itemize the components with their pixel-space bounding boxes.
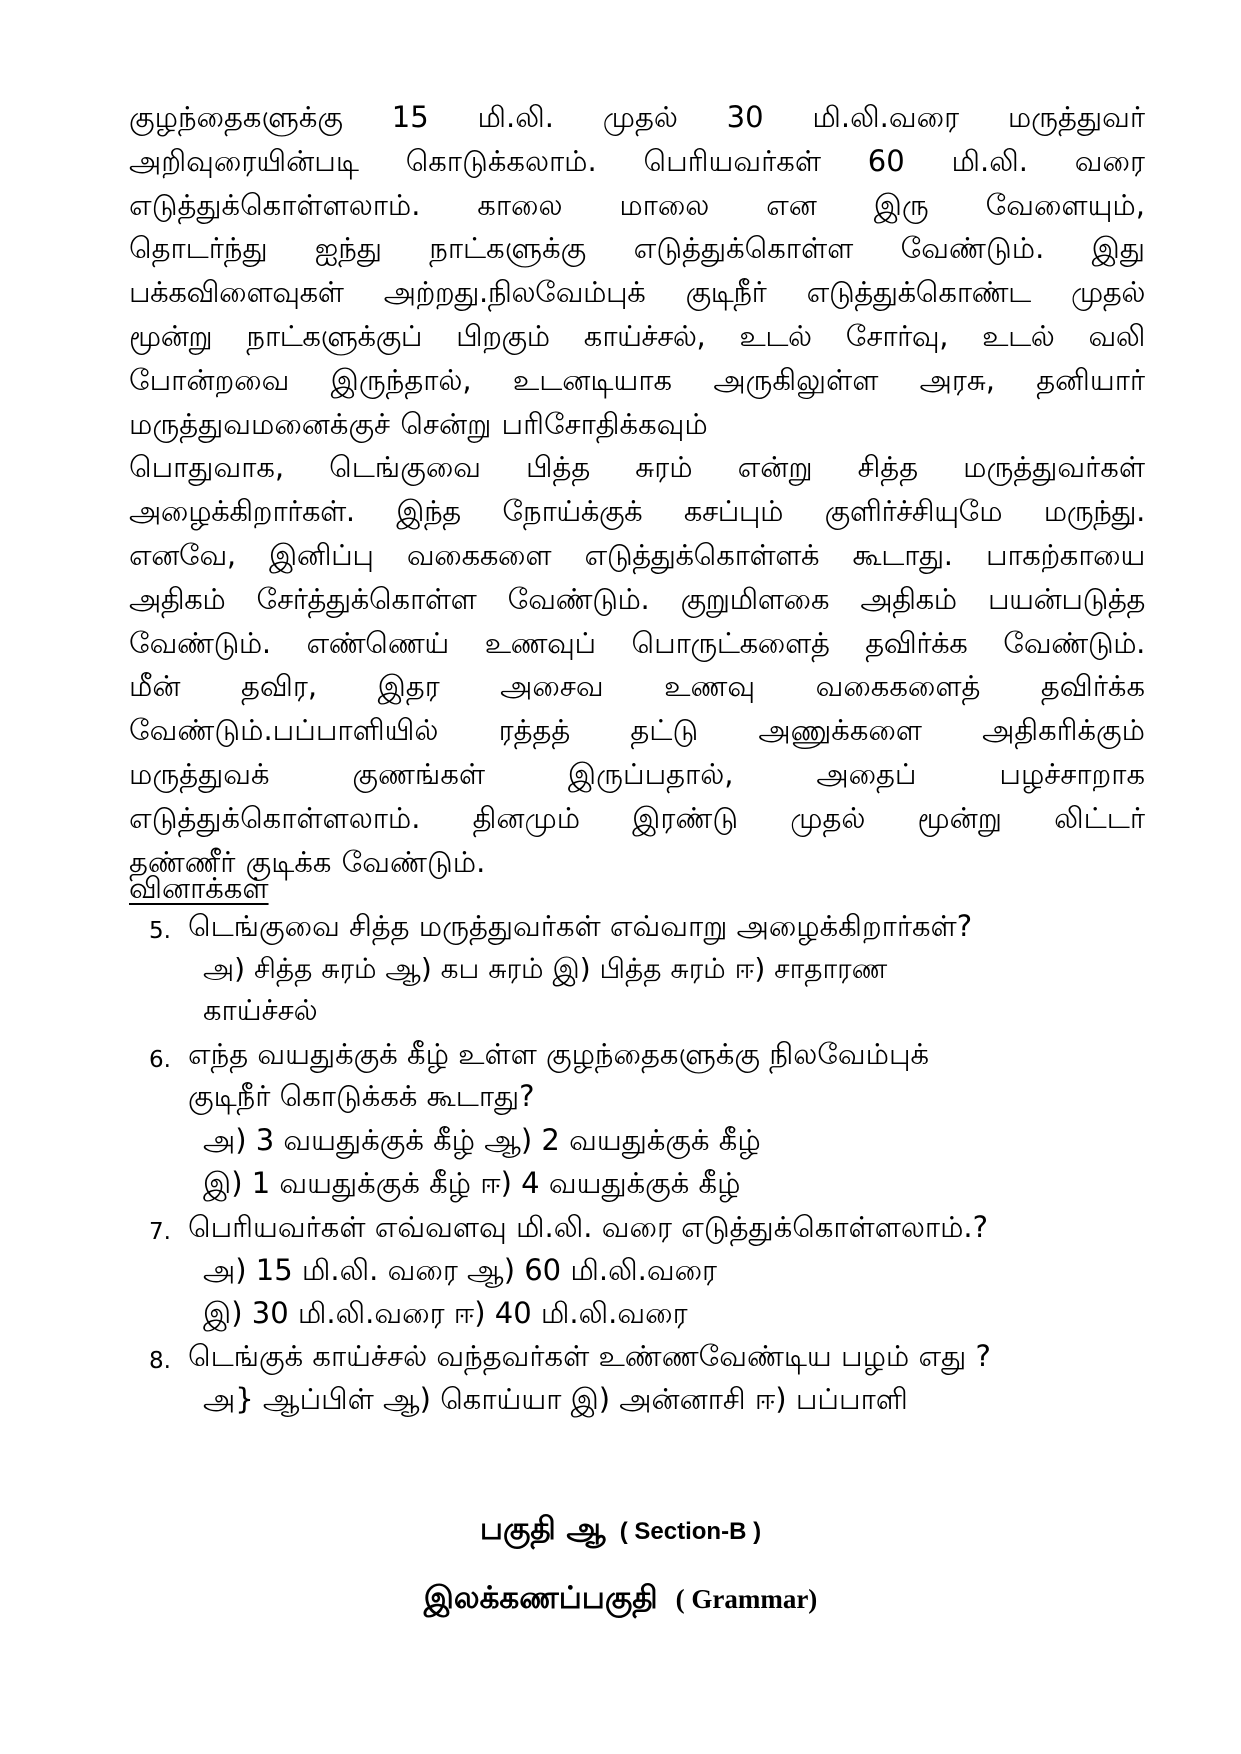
question-options: அ) சித்த சுரம் ஆ) கப சுரம் இ) பித்த சுரம் ஈ) சாதாரண (203, 952, 888, 985)
passage-line: மீன் தவிர, இதர அசைவ உணவு வகைகளைத் தவிர்க்க (129, 669, 1145, 704)
question-text: குடிநீர் கொடுக்கக் கூடாது? (188, 1079, 535, 1113)
passage-line: தண்ணீர் குடிக்க வேண்டும். (129, 844, 486, 879)
passage-line: எனவே, இனிப்பு வகைகளை எடுத்துக்கொள்ளக் கூடாது. பாகற்காயை (129, 537, 1145, 572)
grammar-title-tamil: இலக்கணப்பகுதி (423, 1580, 658, 1616)
question-options: அ} ஆப்பிள் ஆ) கொய்யா இ) அன்னாசி ஈ) பப்பாளி (203, 1382, 908, 1416)
question-options: அ) 15 மி.லி. வரை ஆ) 60 மி.லி.வரை (203, 1253, 718, 1287)
passage-line: எடுத்துக்கொள்ளலாம். தினமும் இரண்டு முதல் மூன்று லிட்டர் (129, 800, 1145, 835)
passage-line: மூன்று நாட்களுக்குப் பிறகும் காய்ச்சல், உடல் சோர்வு, உடல் வலி (129, 318, 1145, 353)
passage (129, 96, 1145, 884)
grammar-title-english: ( Grammar) (675, 1584, 818, 1614)
question-text: டெங்குக் காய்ச்சல் வந்தவர்கள் உண்ணவேண்டிய பழம் எது ? (188, 1339, 991, 1373)
passage-line: போன்றவை இருந்தால், உடனடியாக அருகிலுள்ள அரசு, தனியார் (129, 362, 1145, 397)
passage-line: எடுத்துக்கொள்ளலாம். காலை மாலை என இரு வேளையும், (129, 187, 1145, 222)
passage-line: குழந்தைகளுக்கு 15 மி.லி. முதல் 30 மி.லி.வரை மருத்துவர் (129, 100, 1145, 134)
passage-line: அழைக்கிறார்கள். இந்த நோய்க்குக் கசப்பும் குளிர்ச்சியுமே மருந்து. (129, 494, 1145, 529)
question-text: டெங்குவை சித்த மருத்துவர்கள் எவ்வாறு அழைக்கிறார்கள்? (188, 909, 973, 943)
passage-line: பொதுவாக, டெங்குவை பித்த சுரம் என்று சித்த மருத்துவர்கள் (129, 450, 1145, 485)
question-options: இ) 1 வயதுக்குக் கீழ் ஈ) 4 வயதுக்குக் கீழ் (203, 1166, 741, 1200)
question-options: இ) 30 மி.லி.வரை ஈ) 40 மி.லி.வரை (203, 1296, 688, 1330)
section-b-title (0, 1511, 1241, 1551)
question-options: அ) 3 வயதுக்குக் கீழ் ஆ) 2 வயதுக்குக் கீழ் (203, 1123, 761, 1157)
question-number: 7. (149, 1219, 171, 1245)
passage-line: அறிவுரையின்படி கொடுக்கலாம். பெரியவர்கள் 60 மி.லி. வரை (129, 143, 1145, 178)
passage-line: பக்கவிளைவுகள் அற்றது.நிலவேம்புக் குடிநீர் எடுத்துக்கொண்ட முதல் (129, 275, 1145, 310)
question-text: பெரியவர்கள் எவ்வளவு மி.லி. வரை எடுத்துக்கொள்ளலாம்.? (188, 1210, 989, 1244)
questions-heading: வினாக்கள் (129, 871, 269, 905)
section-title-english: ( Section-B ) (619, 1518, 762, 1545)
question-text: எந்த வயதுக்குக் கீழ் உள்ள குழந்தைகளுக்கு நிலவேம்புக் (188, 1037, 930, 1071)
passage-line: வேண்டும். எண்ணெய் உணவுப் பொருட்களைத் தவிர்க்க வேண்டும். (129, 625, 1145, 660)
question-options: காய்ச்சல் (203, 993, 318, 1027)
grammar-title (0, 1580, 1241, 1620)
question-number: 8. (149, 1348, 171, 1374)
question-number: 5. (149, 918, 171, 944)
passage-line: வேண்டும்.பப்பாளியில் ரத்தத் தட்டு அணுக்களை அதிகரிக்கும் (129, 713, 1145, 748)
passage-line: மருத்துவமனைக்குச் சென்று பரிசோதிக்கவும் (129, 406, 708, 441)
passage-line: தொடர்ந்து ஐந்து நாட்களுக்கு எடுத்துக்கொள்ள வேண்டும். இது (129, 231, 1145, 266)
passage-line: அதிகம் சேர்த்துக்கொள்ள வேண்டும். குறுமிளகை அதிகம் பயன்படுத்த (129, 581, 1145, 616)
passage-line: மருத்துவக் குணங்கள் இருப்பதால், அதைப் பழச்சாறாக (129, 756, 1145, 791)
section-title-tamil: பகுதி ஆ (479, 1511, 606, 1547)
question-number: 6. (149, 1047, 171, 1073)
